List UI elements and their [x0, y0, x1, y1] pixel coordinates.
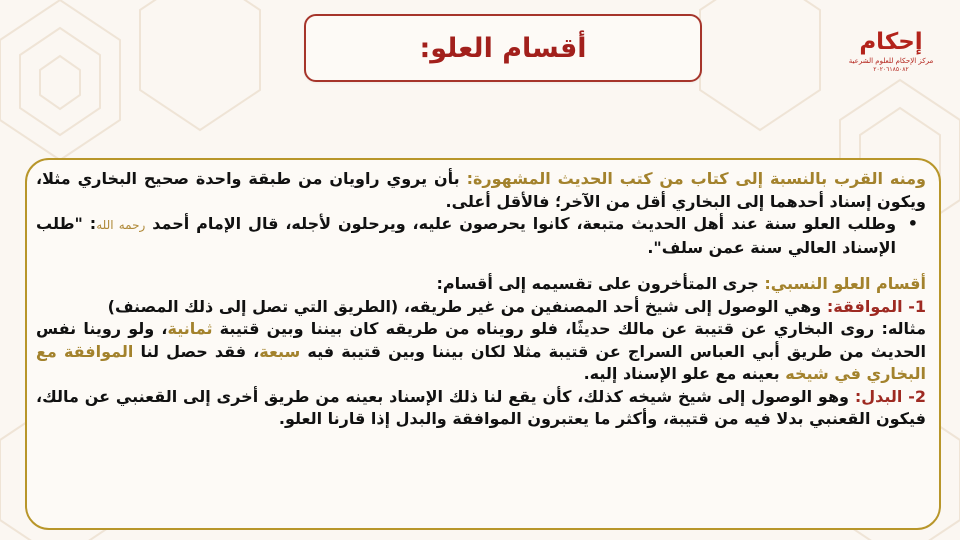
- bullet-paragraph: [36, 213, 926, 259]
- honorific: رحمه الله: [96, 218, 146, 232]
- item1-text: وهي الوصول إلى شيخ أحد المصنفين من غير طريقه، (الطريق التي تصل إلى ذلك المصنف): [107, 296, 827, 316]
- agreement-phrase: الموافقة مع البخاري في شيخه: [36, 341, 926, 383]
- example-text3: ، فقد حصل لنا: [133, 341, 260, 361]
- seven: سبعة: [259, 341, 301, 361]
- example-label: مثاله:: [881, 319, 926, 338]
- sections-heading-rest: جرى المتأخرون على تقسيمه إلى أقسام:: [436, 274, 765, 293]
- logo-subtitle: مركز الإحكام للعلوم الشرعية: [848, 57, 934, 65]
- logo-name: إحكام: [859, 29, 923, 55]
- item-substitution: [36, 386, 926, 431]
- bullet-quote: : "طلب الإسناد العالي سنة عمن سلف".: [36, 214, 896, 257]
- sections-heading-label: أقسام العلو النسبي:: [764, 274, 926, 293]
- example-paragraph: [36, 318, 926, 386]
- intro-lead: ومنه القرب بالنسبة إلى كتاب من كتب الحديث المشهورة:: [466, 169, 926, 188]
- item2-label: 2- البدل:: [854, 386, 926, 406]
- title-box: [304, 14, 702, 82]
- item2-text: وهو الوصول إلى شيخ شيخه كذلك، كأن يقع لنا ذلك الإسناد بعينه من طريق أخرى إلى القعنبي عن مالك، فيكون القعنبي بدلا فيه من قتيبة، وأكثر ما يعتبرون الموافقة والبدل إذا قارنا العلو.: [36, 386, 926, 428]
- logo: [846, 28, 936, 96]
- item1-label: 1- الموافقة:: [826, 296, 926, 316]
- logo-number: ٢٠٢٠٦١٨٥٠٨٢: [873, 66, 909, 73]
- example-text2: ، ولو روينا نفس الحديث من طريق أبي العباس السراج عن قتيبة مثلا لكان بيننا وبين قتيبة فيه: [36, 319, 927, 361]
- item-agreement: [36, 296, 926, 319]
- intro-body: بأن يروي راويان من طبقة واحدة صحيح البخاري مثلا، ويكون إسناد أحدهما إلى البخاري أقل من الآخر؛ فالأقل أعلى.: [36, 169, 926, 211]
- example-text4: بعينه مع علو الإسناد إليه.: [583, 364, 786, 383]
- content-text: [36, 168, 926, 431]
- intro-paragraph: [36, 168, 926, 213]
- example-text1: روى البخاري عن قتيبة عن مالك حديثًا، فلو رويناه من طريقه كان بيننا وبين قتيبة: [212, 319, 882, 338]
- bullet-text: وطلب العلو سنة عند أهل الحديث متبعة، كانوا يحرصون عليه، ويرحلون لأجله، قال الإمام أحمد: [145, 214, 897, 233]
- sections-heading: [36, 273, 926, 296]
- eight: ثمانية: [167, 319, 213, 338]
- bullet-dot: •: [907, 214, 918, 233]
- page-title: أقسام العلو:: [419, 32, 587, 64]
